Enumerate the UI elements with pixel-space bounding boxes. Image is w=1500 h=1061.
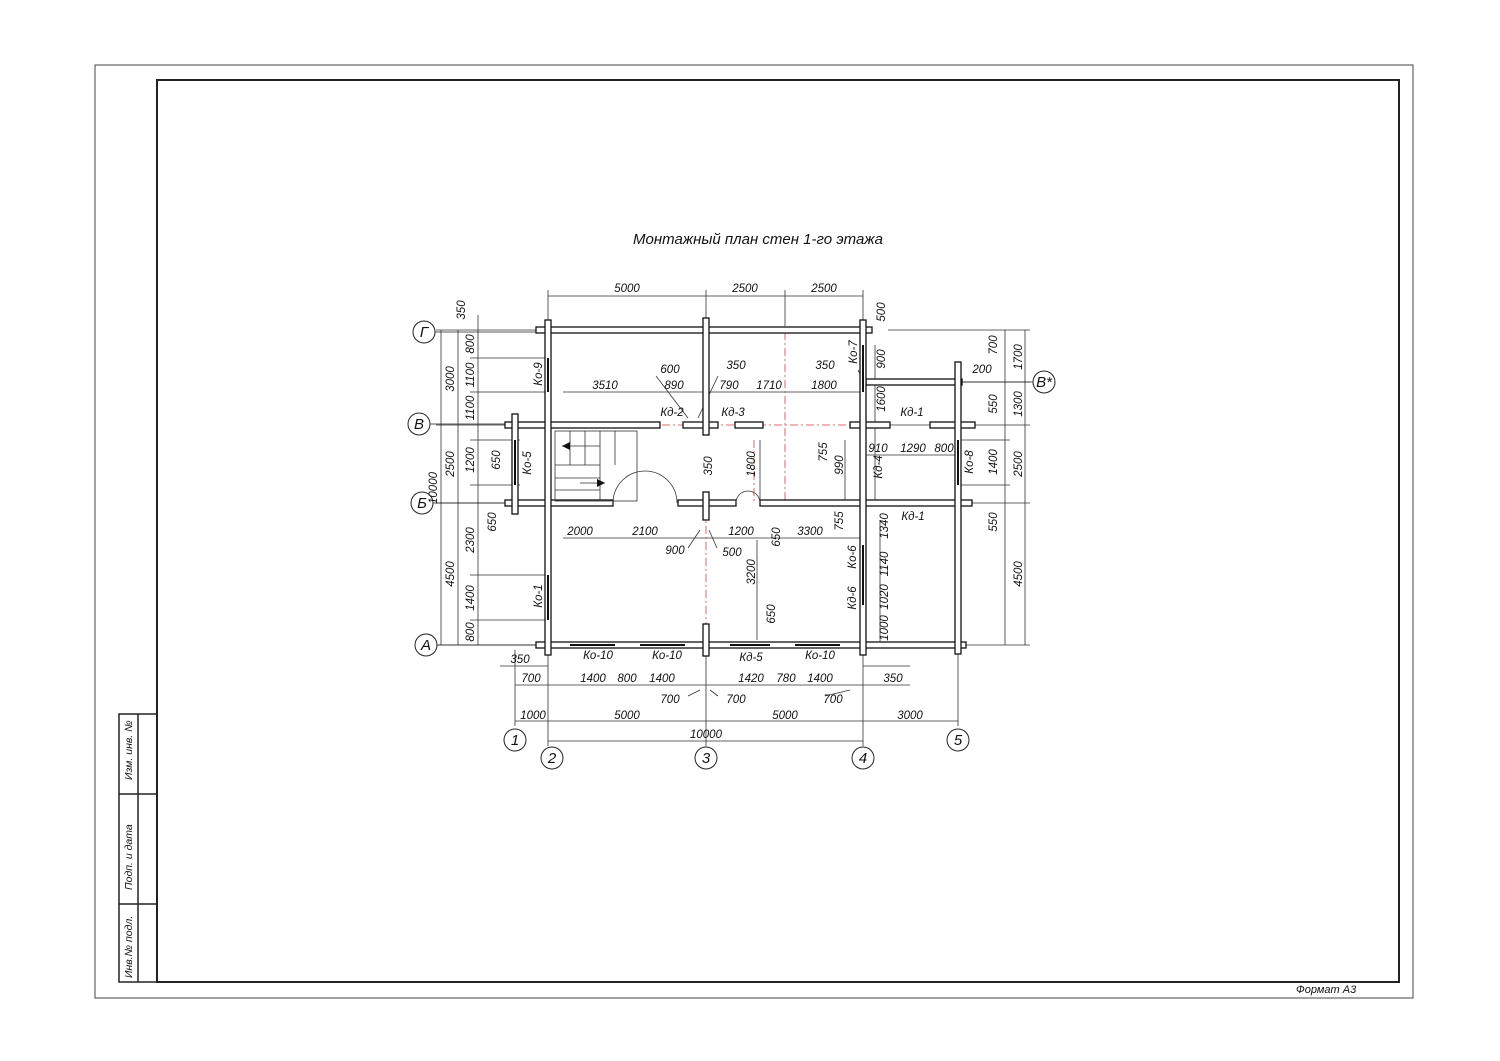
dim-bottom1: 350 [883,673,903,685]
dim-top: 5000 [614,283,640,295]
dim-right-outer: 700 [988,335,1000,355]
stamp-inv-no: Изм. инв. № [123,720,135,780]
dim-left-inner: 1400 [465,585,477,611]
axis-label-g: Г [419,324,429,341]
dim-interior: 350 [815,360,835,372]
label-ko8: Ко-8 [964,450,976,474]
dim-bottom2: 700 [660,694,680,706]
dim-left-inner: 800 [465,334,477,354]
dim-interior: 1140 [879,551,891,577]
label-ko10-a: Ко-10 [583,650,613,662]
dim-left-inner: 2300 [465,527,477,553]
dim-interior: 600 [660,364,680,376]
stair-arrows [562,442,605,487]
dim-interior: 350 [726,360,746,372]
format-label: Формат А3 [1296,984,1357,996]
dim-left-inner: 800 [465,622,477,642]
drawing-title: Монтажный план стен 1-го этажа [633,231,883,248]
label-kd2: Кд-2 [660,407,684,419]
label-ko9: Ко-9 [533,362,545,386]
dim-interior: 755 [834,511,846,531]
dim-interior: 1290 [900,443,926,455]
dim-bottom3: 3000 [897,710,923,722]
label-ko6: Ко-6 [847,545,859,569]
axis-label-v-star: В* [1036,374,1052,391]
axis-label-v: В [413,416,425,433]
dim-interior: 3200 [746,559,758,585]
label-ko10-c: Ко-10 [805,650,835,662]
dim-bottom-total: 10000 [690,729,722,741]
dim-bottom2: 1400 [649,673,675,685]
dim-top: 2500 [732,283,758,295]
dim-right-inner: 1600 [876,386,888,412]
label-kd4: Кд-4 [873,455,885,479]
dim-bottom3: 1000 [520,710,546,722]
dim-right-outer: 2500 [1013,451,1025,477]
dim-right-inner: 550 [988,512,1000,532]
dim-interior: 1340 [879,513,891,539]
label-kd3: Кд-3 [721,407,745,419]
dim-left-total: 10000 [428,472,440,504]
dim-bottom2: 800 [617,673,637,685]
dim-bottom2: 1420 [738,673,764,685]
dim-interior: 1800 [746,451,758,477]
label-kd5: Кд-5 [739,652,763,664]
dim-left-inner: 1200 [465,447,477,473]
dim-interior: 650 [766,604,778,624]
dim-right-outer: 500 [876,302,888,322]
stamp-sign-date: Подп. и дата [123,824,135,890]
dim-interior: 890 [664,380,684,392]
dim-interior: 650 [771,527,783,547]
dim-interior: 1020 [879,584,891,610]
label-ko7: Ко-7 [848,340,860,364]
dim-interior: 350 [703,456,715,476]
dim-interior: 1800 [811,380,837,392]
dim-left-outer: 2500 [445,451,457,477]
dim-bottom2: 700 [823,694,843,706]
staircase [555,431,637,501]
dim-right-inner: 1400 [988,449,1000,475]
label-ko1: Ко-1 [533,584,545,608]
dim-right-outer: 1300 [1013,391,1025,417]
axis-label-4: 4 [858,750,868,767]
dim-left-inner: 650 [491,450,503,470]
label-kd1-upper: Кд-1 [900,407,924,419]
dim-bottom2: 780 [776,673,796,685]
dim-left-inner: 1100 [465,395,477,421]
outer-border [95,65,1413,998]
dim-bottom1: 350 [510,654,530,666]
dim-left-outer: 4500 [445,561,457,587]
door-arcs [613,471,760,503]
stamp-orig-inv-no: Инв.№ подл. [123,915,135,978]
axis-label-5: 5 [953,732,963,749]
dim-right-outer: 1700 [1013,344,1025,370]
dim-interior: 790 [719,380,739,392]
dim-left-inner: 650 [487,512,499,532]
dim-interior: 990 [834,455,846,475]
dim-interior: 910 [868,443,888,455]
dim-right-outer: 4500 [1013,561,1025,587]
dim-bottom3: 5000 [614,710,640,722]
dim-interior: 3510 [592,380,618,392]
label-ko5: Ко-5 [522,451,534,475]
dim-interior: 755 [818,442,830,462]
dim-right-inner: 900 [876,349,888,369]
dim-interior: 800 [934,443,954,455]
label-kd6: Кд-6 [847,586,859,610]
dim-interior: 3300 [797,526,823,538]
dim-bottom2: 700 [726,694,746,706]
dim-top: 2500 [811,283,837,295]
axis-label-b: Б [417,495,427,512]
dim-left-outer: 3000 [445,366,457,392]
dim-interior: 2000 [567,526,593,538]
dim-left-inner: 1100 [465,362,477,388]
dim-interior: 500 [722,547,742,559]
dim-interior: 1710 [756,380,782,392]
dim-bottom2: 1400 [580,673,606,685]
axis-label-3: 3 [701,750,711,767]
axis-label-a: А [420,637,432,654]
dim-right-inner: 550 [988,394,1000,414]
axis-label-2: 2 [547,750,557,767]
dim-interior: 200 [972,364,992,376]
label-ko10-b: Ко-10 [652,650,682,662]
label-kd1-lower: Кд-1 [901,511,925,523]
dim-interior: 2100 [632,526,658,538]
dim-interior: 1000 [879,615,891,641]
dim-interior: 900 [665,545,685,557]
dim-left-inner: 350 [456,300,468,320]
dim-interior: 1200 [728,526,754,538]
axis-label-1: 1 [510,732,520,749]
dim-bottom2: 700 [521,673,541,685]
dim-bottom3: 5000 [772,710,798,722]
dim-bottom2: 1400 [807,673,833,685]
